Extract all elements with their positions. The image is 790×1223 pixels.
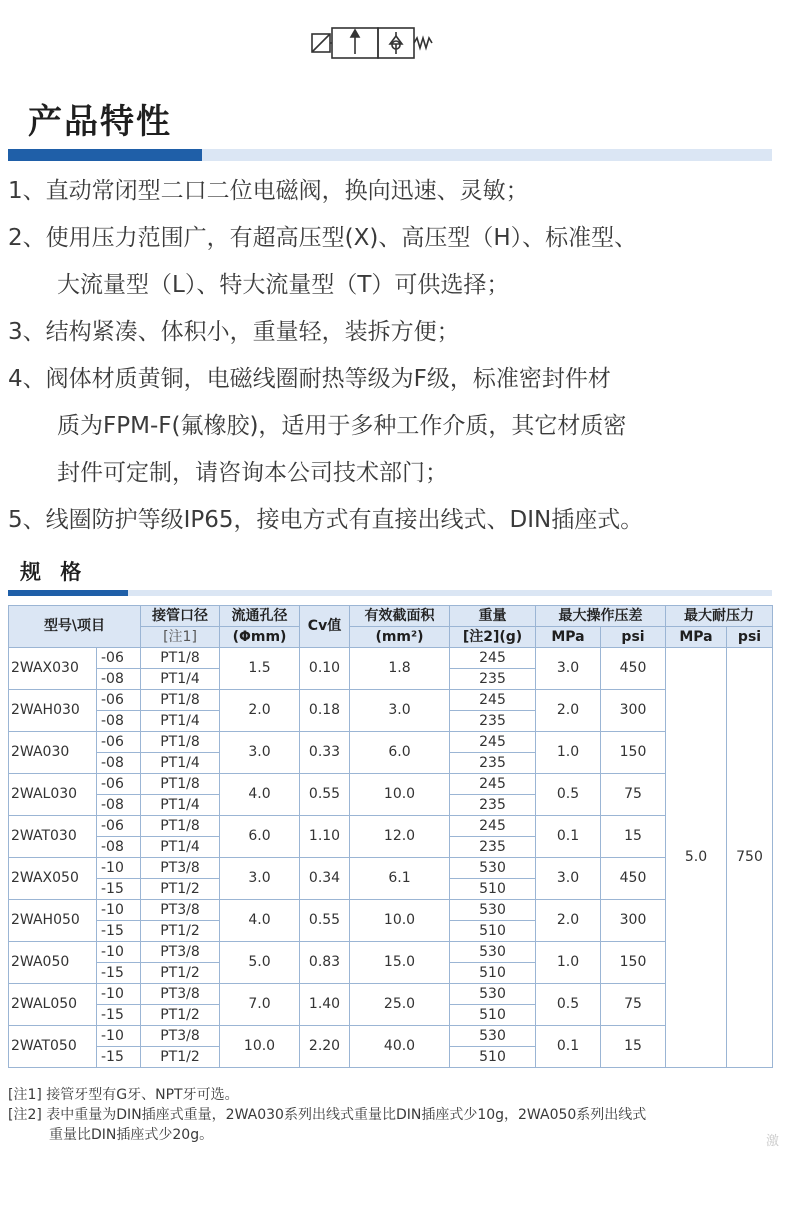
weight-cell: 235: [450, 669, 536, 690]
port-cell: PT1/2: [141, 1047, 220, 1068]
max-op-psi-cell: 450: [601, 858, 666, 900]
note-1: [注1] 接管牙型有G牙、NPT牙可选。: [8, 1087, 239, 1103]
orifice-cell: 6.0: [220, 816, 300, 858]
max-op-psi-cell: 300: [601, 900, 666, 942]
area-cell: 6.1: [350, 858, 450, 900]
suffix-cell: -10: [97, 858, 141, 879]
suffix-cell: -10: [97, 900, 141, 921]
header-max-op-psi: psi: [601, 627, 666, 648]
table-row: [9, 732, 773, 753]
port-cell: PT1/4: [141, 837, 220, 858]
header-cv: Cv值: [300, 606, 350, 648]
header-proof-psi: psi: [727, 627, 773, 648]
port-cell: PT1/8: [141, 774, 220, 795]
port-cell: PT3/8: [141, 1026, 220, 1047]
suffix-cell: -10: [97, 984, 141, 1005]
header-orifice: 流通孔径: [220, 606, 300, 627]
suffix-cell: -08: [97, 753, 141, 774]
suffix-cell: -15: [97, 921, 141, 942]
model-cell: 2WAT030: [9, 816, 97, 858]
area-cell: 1.8: [350, 648, 450, 690]
suffix-cell: -08: [97, 837, 141, 858]
weight-cell: 245: [450, 732, 536, 753]
area-cell: 10.0: [350, 774, 450, 816]
feature-line: 1、直动常闭型二口二位电磁阀，换向迅速、灵敏；: [8, 178, 529, 204]
port-cell: PT3/8: [141, 900, 220, 921]
max-op-mpa-cell: 1.0: [536, 942, 601, 984]
area-cell: 25.0: [350, 984, 450, 1026]
suffix-cell: -10: [97, 1026, 141, 1047]
model-cell: 2WAL050: [9, 984, 97, 1026]
weight-cell: 530: [450, 858, 536, 879]
weight-cell: 245: [450, 690, 536, 711]
note-2-continued: 重量比DIN插座式少20g。: [49, 1127, 214, 1143]
orifice-cell: 1.5: [220, 648, 300, 690]
max-op-mpa-cell: 3.0: [536, 648, 601, 690]
weight-cell: 245: [450, 774, 536, 795]
header-area: 有效截面积: [350, 606, 450, 627]
feature-line-continuation: 封件可定制，请咨询本公司技术部门；: [57, 460, 448, 486]
header-max-op-pressure: 最大操作压差: [536, 606, 666, 627]
table-row: [9, 900, 773, 921]
orifice-cell: 7.0: [220, 984, 300, 1026]
cv-cell: 0.18: [300, 690, 350, 732]
weight-cell: 510: [450, 963, 536, 984]
weight-cell: 510: [450, 921, 536, 942]
cv-cell: 0.33: [300, 732, 350, 774]
area-cell: 6.0: [350, 732, 450, 774]
feature-line: 5、线圈防护等级IP65，接电方式有直接出线式、DIN插座式。: [8, 507, 644, 533]
model-cell: 2WAH050: [9, 900, 97, 942]
model-cell: 2WAH030: [9, 690, 97, 732]
port-cell: PT3/8: [141, 858, 220, 879]
suffix-cell: -06: [97, 816, 141, 837]
spec-underline: [8, 590, 772, 596]
suffix-cell: -06: [97, 690, 141, 711]
weight-cell: 235: [450, 711, 536, 732]
suffix-cell: -08: [97, 711, 141, 732]
suffix-cell: -06: [97, 648, 141, 669]
table-row: [9, 816, 773, 837]
cv-cell: 0.55: [300, 900, 350, 942]
suffix-cell: -15: [97, 1047, 141, 1068]
header-weight-unit: [注2](g): [450, 627, 536, 648]
weight-cell: 510: [450, 1005, 536, 1026]
orifice-cell: 3.0: [220, 858, 300, 900]
model-cell: 2WA050: [9, 942, 97, 984]
port-cell: PT1/8: [141, 690, 220, 711]
port-cell: PT1/4: [141, 711, 220, 732]
header-proof-mpa: MPa: [666, 627, 727, 648]
orifice-cell: 3.0: [220, 732, 300, 774]
max-op-mpa-cell: 2.0: [536, 690, 601, 732]
weight-cell: 530: [450, 984, 536, 1005]
area-cell: 10.0: [350, 900, 450, 942]
max-op-psi-cell: 15: [601, 1026, 666, 1068]
note-2: [注2] 表中重量为DIN插座式重量，2WA030系列出线式重量比DIN插座式少10g，2WA050系列出线式: [8, 1107, 647, 1123]
max-op-psi-cell: 75: [601, 984, 666, 1026]
model-cell: 2WAT050: [9, 1026, 97, 1068]
suffix-cell: -15: [97, 963, 141, 984]
solenoid-valve-symbol-icon: [306, 22, 440, 70]
max-op-mpa-cell: 0.5: [536, 774, 601, 816]
orifice-cell: 4.0: [220, 900, 300, 942]
weight-cell: 530: [450, 1026, 536, 1047]
max-op-mpa-cell: 3.0: [536, 858, 601, 900]
header-max-op-mpa: MPa: [536, 627, 601, 648]
proof-psi-cell: 750: [727, 648, 773, 1068]
area-cell: 15.0: [350, 942, 450, 984]
table-row: [9, 690, 773, 711]
page-title: 产品特性: [28, 102, 172, 142]
max-op-psi-cell: 150: [601, 732, 666, 774]
max-op-psi-cell: 450: [601, 648, 666, 690]
max-op-psi-cell: 75: [601, 774, 666, 816]
suffix-cell: -15: [97, 1005, 141, 1026]
model-cell: 2WAL030: [9, 774, 97, 816]
weight-cell: 530: [450, 942, 536, 963]
port-cell: PT1/8: [141, 732, 220, 753]
port-cell: PT1/4: [141, 753, 220, 774]
table-row: [9, 1026, 773, 1047]
suffix-cell: -06: [97, 774, 141, 795]
cv-cell: 0.10: [300, 648, 350, 690]
weight-cell: 530: [450, 900, 536, 921]
port-cell: PT1/4: [141, 669, 220, 690]
proof-mpa-cell: 5.0: [666, 648, 727, 1068]
feature-line: 3、结构紧凑、体积小，重量轻，装拆方便；: [8, 319, 460, 345]
cv-cell: 2.20: [300, 1026, 350, 1068]
max-op-mpa-cell: 2.0: [536, 900, 601, 942]
model-cell: 2WAX030: [9, 648, 97, 690]
watermark-text: 激: [766, 1134, 780, 1149]
table-row: [9, 774, 773, 795]
cv-cell: 0.34: [300, 858, 350, 900]
header-weight: 重量: [450, 606, 536, 627]
suffix-cell: -10: [97, 942, 141, 963]
header-port-note: [注1]: [141, 627, 220, 648]
port-cell: PT1/2: [141, 963, 220, 984]
table-row: [9, 942, 773, 963]
model-cell: 2WAX050: [9, 858, 97, 900]
feature-line: [8, 262, 790, 309]
port-cell: PT1/2: [141, 879, 220, 900]
port-cell: PT1/2: [141, 1005, 220, 1026]
port-cell: PT1/8: [141, 648, 220, 669]
weight-cell: 245: [450, 648, 536, 669]
feature-list: [8, 168, 790, 544]
table-row: [9, 648, 773, 669]
orifice-cell: 2.0: [220, 690, 300, 732]
suffix-cell: -08: [97, 795, 141, 816]
spec-table: [8, 605, 773, 1068]
weight-cell: 235: [450, 753, 536, 774]
cv-cell: 0.83: [300, 942, 350, 984]
header-orifice-unit: (Φmm): [220, 627, 300, 648]
area-cell: 12.0: [350, 816, 450, 858]
max-op-mpa-cell: 0.1: [536, 816, 601, 858]
table-row: [9, 858, 773, 879]
orifice-cell: 4.0: [220, 774, 300, 816]
header-area-unit: (mm²): [350, 627, 450, 648]
max-op-mpa-cell: 0.5: [536, 984, 601, 1026]
max-op-mpa-cell: 1.0: [536, 732, 601, 774]
feature-line: [8, 403, 790, 450]
feature-line: 2、使用压力范围广，有超高压型(X)、高压型（H）、标准型、: [8, 225, 638, 251]
port-cell: PT1/4: [141, 795, 220, 816]
feature-line: 4、阀体材质黄铜，电磁线圈耐热等级为F级，标准密封件材: [8, 366, 611, 392]
orifice-cell: 5.0: [220, 942, 300, 984]
feature-line-continuation: 大流量型（L）、特大流量型（T）可供选择；: [57, 272, 510, 298]
model-cell: 2WA030: [9, 732, 97, 774]
table-row: [9, 984, 773, 1005]
header-model: 型号\项目: [9, 606, 141, 648]
cv-cell: 1.10: [300, 816, 350, 858]
weight-cell: 245: [450, 816, 536, 837]
cv-cell: 1.40: [300, 984, 350, 1026]
suffix-cell: -15: [97, 879, 141, 900]
weight-cell: 235: [450, 795, 536, 816]
max-op-mpa-cell: 0.1: [536, 1026, 601, 1068]
weight-cell: 510: [450, 1047, 536, 1068]
title-underline: [8, 149, 772, 161]
max-op-psi-cell: 15: [601, 816, 666, 858]
max-op-psi-cell: 300: [601, 690, 666, 732]
max-op-psi-cell: 150: [601, 942, 666, 984]
port-cell: PT1/2: [141, 921, 220, 942]
weight-cell: 510: [450, 879, 536, 900]
notes: [8, 1085, 790, 1145]
feature-line: [8, 450, 790, 497]
cv-cell: 0.55: [300, 774, 350, 816]
feature-line-continuation: 质为FPM-F(氟橡胶)，适用于多种工作介质，其它材质密: [57, 413, 627, 439]
suffix-cell: -06: [97, 732, 141, 753]
area-cell: 40.0: [350, 1026, 450, 1068]
port-cell: PT3/8: [141, 942, 220, 963]
header-port: 接管口径: [141, 606, 220, 627]
area-cell: 3.0: [350, 690, 450, 732]
port-cell: PT3/8: [141, 984, 220, 1005]
suffix-cell: -08: [97, 669, 141, 690]
weight-cell: 235: [450, 837, 536, 858]
port-cell: PT1/8: [141, 816, 220, 837]
spec-section-title: 规 格: [20, 560, 88, 584]
header-proof-pressure: 最大耐压力: [666, 606, 773, 627]
orifice-cell: 10.0: [220, 1026, 300, 1068]
